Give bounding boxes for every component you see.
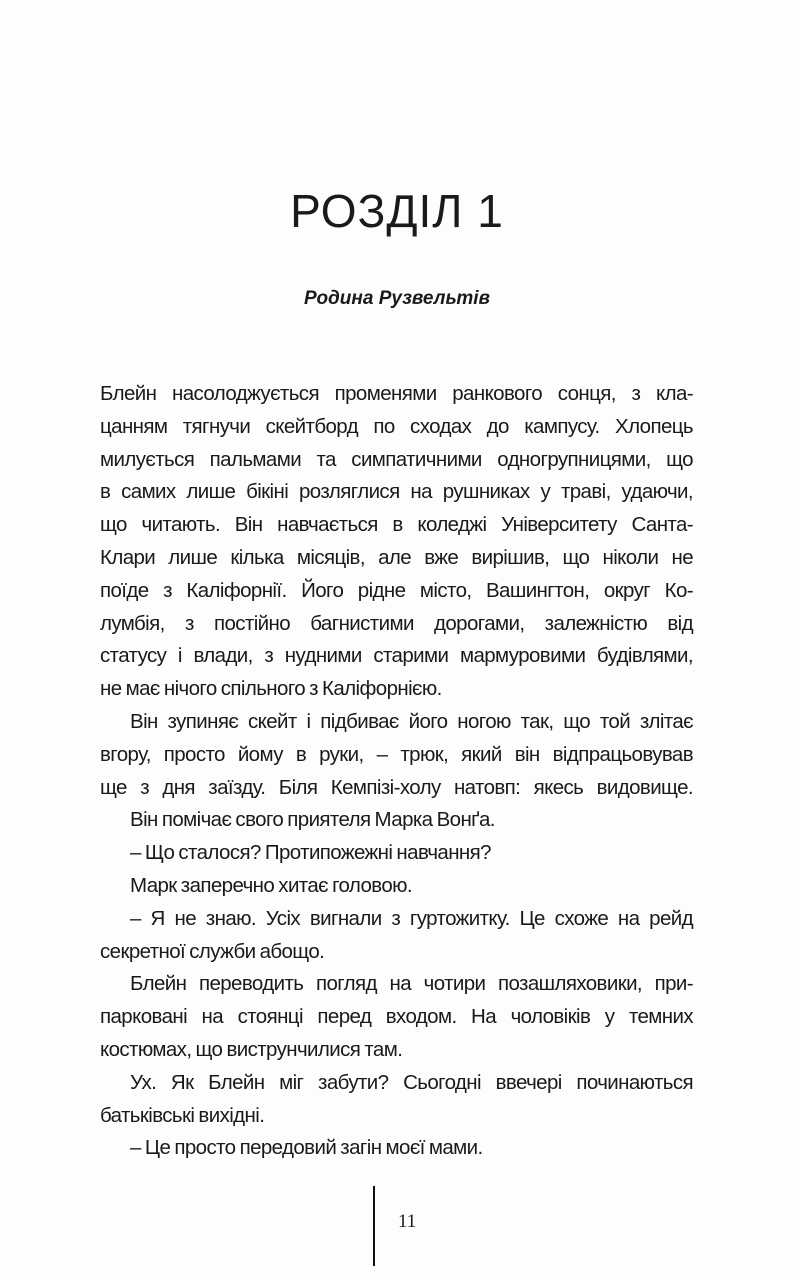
text-line: лумбія, з постійно багнистими дорогами, залежністю від	[100, 611, 693, 635]
text-line: Клари лише кілька місяців, але вже вирішив, що ніколи не	[100, 545, 693, 569]
text-line: Він зупиняє скейт і підбиває його ногою так, що той злітає	[130, 709, 693, 733]
text-line: ще з дня заїзду. Біля Кемпізі-холу натовп: якесь видовище.	[100, 775, 693, 799]
text-line: що читають. Він навчається в коледжі Університету Санта-	[100, 513, 693, 537]
text-line: костюмах, що виструнчилися там.	[100, 1037, 403, 1061]
page-number: 11	[398, 1211, 417, 1232]
text-line: – Це просто передовий загін моєї мами.	[130, 1136, 483, 1160]
chapter-title: РОЗДІЛ 1	[290, 185, 504, 237]
text-line: Ух. Як Блейн міг забути? Сьогодні ввечері починаються	[130, 1070, 693, 1094]
chapter-subtitle: Родина Рузвельтів	[304, 288, 490, 309]
text-line: секретної служби абощо.	[100, 939, 325, 963]
text-line: – Що сталося? Протипожежні навчання?	[130, 841, 491, 865]
text-line: батьківські вихідні.	[100, 1103, 265, 1127]
page-number-rule	[373, 1186, 375, 1266]
text-line: поїде з Каліфорнії. Його рідне місто, Вашингтон, округ Ко-	[100, 578, 693, 602]
text-line: в самих лише бікіні розляглися на рушниках у траві, удаючи,	[100, 480, 693, 504]
text-line: Він помічає свого приятеля Марка Вонґа.	[130, 808, 495, 832]
text-line: Блейн переводить погляд на чотири позашляховики, при-	[130, 972, 693, 996]
text-line: Марк заперечно хитає головою.	[130, 873, 413, 897]
text-line: статусу і влади, з нудними старими мармуровими будівлями,	[100, 644, 693, 668]
text-line: милується пальмами та симпатичними одногрупницями, що	[100, 447, 693, 471]
text-line: паркованi на стоянці перед входом. На чоловіків у темних	[100, 1005, 693, 1029]
body-text	[100, 378, 693, 1165]
text-line: не має нічого спільного з Каліфорнією.	[100, 677, 442, 701]
text-line: вгору, просто йому в руки, – трюк, який він відпрацьовував	[100, 742, 693, 766]
text-line: цанням тягнучи скейтборд по сходах до кампусу. Хлопець	[100, 414, 693, 438]
text-line: Блейн насолоджується променями ранкового сонця, з кла-	[100, 382, 693, 405]
text-line: – Я не знаю. Усіх вигнали з гуртожитку. Це схоже на рейд	[130, 906, 693, 930]
